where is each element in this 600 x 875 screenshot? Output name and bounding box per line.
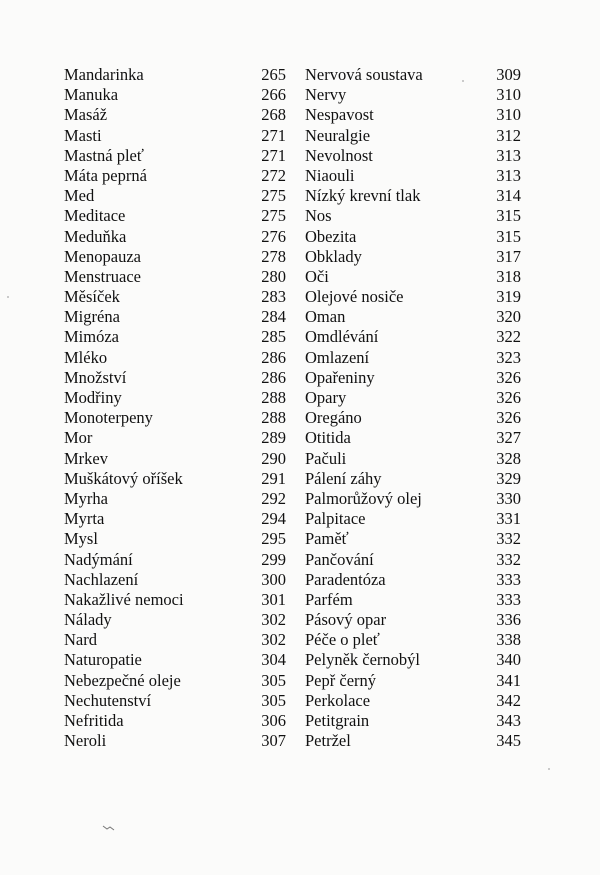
index-entry — [64, 287, 286, 307]
index-entry — [64, 509, 286, 529]
index-term: Máta peprná — [64, 165, 147, 185]
index-term: Mrkev — [64, 448, 108, 468]
index-term: Nard — [64, 630, 97, 650]
index-entry — [305, 428, 521, 448]
index-entry — [64, 105, 286, 125]
index-page-number: 299 — [261, 549, 286, 569]
index-entry — [64, 85, 286, 105]
index-term: Petitgrain — [305, 711, 370, 730]
index-page-number: 265 — [261, 65, 286, 84]
index-entry — [305, 550, 521, 570]
index-entry — [64, 691, 286, 711]
index-entry — [64, 126, 286, 146]
index-term: Perkolace — [305, 690, 371, 710]
index-page-number: 272 — [261, 165, 286, 185]
index-term: Opary — [305, 388, 347, 407]
index-page-number: 327 — [496, 428, 521, 448]
index-term: Mandarinka — [64, 65, 144, 84]
index-entry — [305, 348, 521, 368]
index-entry — [305, 388, 521, 408]
index-page-number: 317 — [496, 246, 521, 266]
index-entry — [305, 570, 521, 590]
index-entry — [305, 610, 521, 630]
index-term: Nízký krevní tlak — [305, 186, 421, 206]
index-page-number: 310 — [496, 105, 521, 125]
index-entry — [305, 186, 521, 206]
index-page-number: 291 — [261, 468, 286, 488]
index-entry — [64, 590, 286, 610]
index-entry — [64, 368, 286, 388]
index-entry — [305, 85, 521, 105]
index-term: Naturopatie — [64, 650, 142, 670]
index-page-number: 326 — [496, 408, 521, 428]
index-page-number: 284 — [261, 307, 286, 327]
index-term: Pálení záhy — [305, 468, 382, 488]
index-column-left — [64, 65, 286, 751]
index-entry — [305, 469, 521, 489]
index-term: Menstruace — [64, 266, 141, 286]
index-term: Mysl — [64, 529, 98, 549]
index-entry — [305, 650, 521, 670]
index-page-number: 326 — [496, 388, 521, 407]
index-term: Nos — [305, 206, 332, 226]
index-page-number: 313 — [496, 165, 521, 185]
index-page-number: 275 — [261, 186, 286, 206]
index-entry — [305, 227, 521, 247]
index-term: Myrha — [64, 488, 108, 508]
index-entry — [305, 449, 521, 469]
index-term: Pásový opar — [305, 610, 387, 630]
index-page-number: 286 — [261, 347, 286, 367]
index-page-number: 302 — [261, 610, 286, 630]
index-page-number: 304 — [261, 650, 286, 670]
index-page-number: 328 — [496, 448, 521, 468]
index-term: Meduňka — [64, 226, 127, 246]
index-term: Migréna — [64, 307, 120, 327]
index-term: Myrta — [64, 509, 105, 529]
index-page-number: 312 — [496, 125, 521, 145]
index-term: Muškátový oříšek — [64, 468, 183, 488]
index-page-number: 333 — [496, 589, 521, 609]
index-entry — [305, 590, 521, 610]
index-page-number: 338 — [496, 630, 521, 650]
index-term: Nevolnost — [305, 145, 373, 165]
index-term: Mor — [64, 428, 93, 448]
index-page-number: 315 — [496, 226, 521, 246]
index-term: Monoterpeny — [64, 408, 153, 428]
index-entry — [305, 671, 521, 691]
index-term: Pančování — [305, 549, 374, 569]
index-page-number: 288 — [261, 388, 286, 407]
index-term: Měsíček — [64, 287, 120, 307]
index-entry — [64, 186, 286, 206]
index-page-number: 341 — [496, 670, 521, 690]
index-page-number: 271 — [261, 125, 286, 145]
index-page-number: 285 — [261, 327, 286, 347]
index-entry — [305, 408, 521, 428]
index-term: Meditace — [64, 206, 126, 226]
index-page-number: 309 — [496, 65, 521, 84]
index-page-number: 326 — [496, 367, 521, 387]
ink-smudge-icon — [102, 825, 116, 831]
index-term: Mléko — [64, 347, 108, 367]
index-term: Pelyněk černobýl — [305, 650, 421, 670]
index-term: Manuka — [64, 85, 119, 105]
index-term: Nakažlivé nemoci — [64, 589, 184, 609]
index-entry — [64, 671, 286, 691]
index-term: Palmorůžový olej — [305, 488, 422, 508]
index-term: Omdlévání — [305, 327, 379, 347]
index-entry — [64, 449, 286, 469]
index-term: Oregáno — [305, 408, 362, 428]
index-entry — [305, 126, 521, 146]
index-term: Pepř černý — [305, 670, 377, 690]
index-page-number: 342 — [496, 690, 521, 710]
index-page-number: 320 — [496, 307, 521, 327]
index-entry — [305, 489, 521, 509]
index-entry — [305, 287, 521, 307]
index-term: Obklady — [305, 246, 362, 266]
index-page-number: 275 — [261, 206, 286, 226]
index-page-number: 340 — [496, 650, 521, 670]
index-term: Neuralgie — [305, 125, 371, 145]
index-entry — [305, 731, 521, 751]
index-page-number: 343 — [496, 711, 521, 730]
index-page-number: 314 — [496, 186, 521, 206]
index-page-number: 305 — [261, 690, 286, 710]
index-page-number: 323 — [496, 347, 521, 367]
index-entry — [64, 388, 286, 408]
index-entry — [64, 489, 286, 509]
index-page-number: 310 — [496, 85, 521, 105]
index-page-number: 332 — [496, 529, 521, 549]
index-page-number: 302 — [261, 630, 286, 650]
index-entry — [305, 711, 521, 731]
index-entry — [305, 105, 521, 125]
index-entry — [64, 731, 286, 751]
paper-speck — [548, 768, 550, 770]
index-term: Pačuli — [305, 448, 347, 468]
index-entry — [305, 630, 521, 650]
index-entry — [64, 247, 286, 267]
index-page-number: 288 — [261, 408, 286, 428]
index-entry — [64, 428, 286, 448]
index-term: Menopauza — [64, 246, 141, 266]
index-page-number: 345 — [496, 731, 521, 751]
index-term: Paradentóza — [305, 569, 386, 589]
index-entry — [64, 166, 286, 186]
index-term: Opařeniny — [305, 367, 375, 387]
index-entry — [305, 267, 521, 287]
index-page-number: 313 — [496, 145, 521, 165]
index-entry — [64, 408, 286, 428]
index-page-number: 276 — [261, 226, 286, 246]
index-entry — [305, 691, 521, 711]
index-term: Modřiny — [64, 388, 122, 407]
index-page-number: 318 — [496, 266, 521, 286]
index-page-number: 295 — [261, 529, 286, 549]
index-page-number: 290 — [261, 448, 286, 468]
index-term: Parfém — [305, 589, 353, 609]
index-entry — [64, 529, 286, 549]
index-entry — [64, 630, 286, 650]
index-term: Péče o pleť — [305, 630, 380, 650]
index-entry — [305, 206, 521, 226]
index-term: Neroli — [64, 731, 107, 751]
index-term: Oman — [305, 307, 346, 327]
index-page-number: 292 — [261, 488, 286, 508]
index-entry — [64, 570, 286, 590]
index-entry — [305, 368, 521, 388]
index-page-number: 305 — [261, 670, 286, 690]
index-term: Palpitace — [305, 509, 366, 529]
index-term: Paměť — [305, 529, 349, 549]
index-page-number: 278 — [261, 246, 286, 266]
index-entry — [64, 348, 286, 368]
index-entry — [64, 610, 286, 630]
index-entry — [64, 469, 286, 489]
index-term: Niaouli — [305, 165, 355, 185]
index-page-number: 301 — [261, 589, 286, 609]
index-page-number: 280 — [261, 266, 286, 286]
index-column-right — [305, 65, 521, 751]
index-entry — [305, 307, 521, 327]
index-page-number: 336 — [496, 610, 521, 630]
index-term: Otitida — [305, 428, 351, 448]
index-page-number: 329 — [496, 468, 521, 488]
index-page-number: 286 — [261, 367, 286, 387]
index-entry — [305, 146, 521, 166]
index-page-number: 322 — [496, 327, 521, 347]
index-entry — [305, 247, 521, 267]
index-term: Masáž — [64, 105, 108, 125]
index-entry — [64, 711, 286, 731]
index-page-number: 332 — [496, 549, 521, 569]
index-entry — [64, 206, 286, 226]
index-term: Nefritida — [64, 711, 124, 730]
index-term: Množství — [64, 367, 127, 387]
index-page-number: 294 — [261, 509, 286, 529]
index-term: Med — [64, 186, 95, 206]
index-term: Nálady — [64, 610, 112, 630]
index-page-number: 333 — [496, 569, 521, 589]
index-page-number: 315 — [496, 206, 521, 226]
index-page-number: 283 — [261, 287, 286, 307]
index-page-number: 289 — [261, 428, 286, 448]
index-entry — [64, 227, 286, 247]
paper-speck — [7, 296, 9, 298]
index-term: Mastná pleť — [64, 145, 144, 165]
index-term: Nervová soustava — [305, 65, 423, 84]
index-term: Nespavost — [305, 105, 374, 125]
index-entry — [305, 166, 521, 186]
index-page-number: 300 — [261, 569, 286, 589]
index-term: Masti — [64, 125, 102, 145]
index-term: Nebezpečné oleje — [64, 670, 181, 690]
index-page-number: 271 — [261, 145, 286, 165]
index-entry — [305, 529, 521, 549]
index-term: Obezita — [305, 226, 357, 246]
index-page-number: 306 — [261, 711, 286, 730]
index-entry — [64, 550, 286, 570]
index-page-number: 331 — [496, 509, 521, 529]
index-entry — [64, 65, 286, 85]
index-page-number: 319 — [496, 287, 521, 307]
index-term: Petržel — [305, 731, 351, 751]
paper-speck — [462, 80, 464, 82]
index-page-number: 266 — [261, 85, 286, 105]
index-entry — [64, 650, 286, 670]
index-entry — [64, 307, 286, 327]
index-term: Nachlazení — [64, 569, 139, 589]
index-term: Olejové nosiče — [305, 287, 404, 307]
index-entry — [64, 146, 286, 166]
index-term: Nervy — [305, 85, 347, 105]
index-entry — [64, 267, 286, 287]
index-page-number: 307 — [261, 731, 286, 751]
index-term: Oči — [305, 266, 329, 286]
index-term: Omlazení — [305, 347, 370, 367]
index-entry — [64, 327, 286, 347]
index-term: Nadýmání — [64, 549, 133, 569]
index-term: Mimóza — [64, 327, 119, 347]
index-term: Nechutenství — [64, 690, 152, 710]
index-entry — [305, 509, 521, 529]
index-entry — [305, 65, 521, 85]
index-entry — [305, 327, 521, 347]
index-page-number: 268 — [261, 105, 286, 125]
index-page-number: 330 — [496, 488, 521, 508]
